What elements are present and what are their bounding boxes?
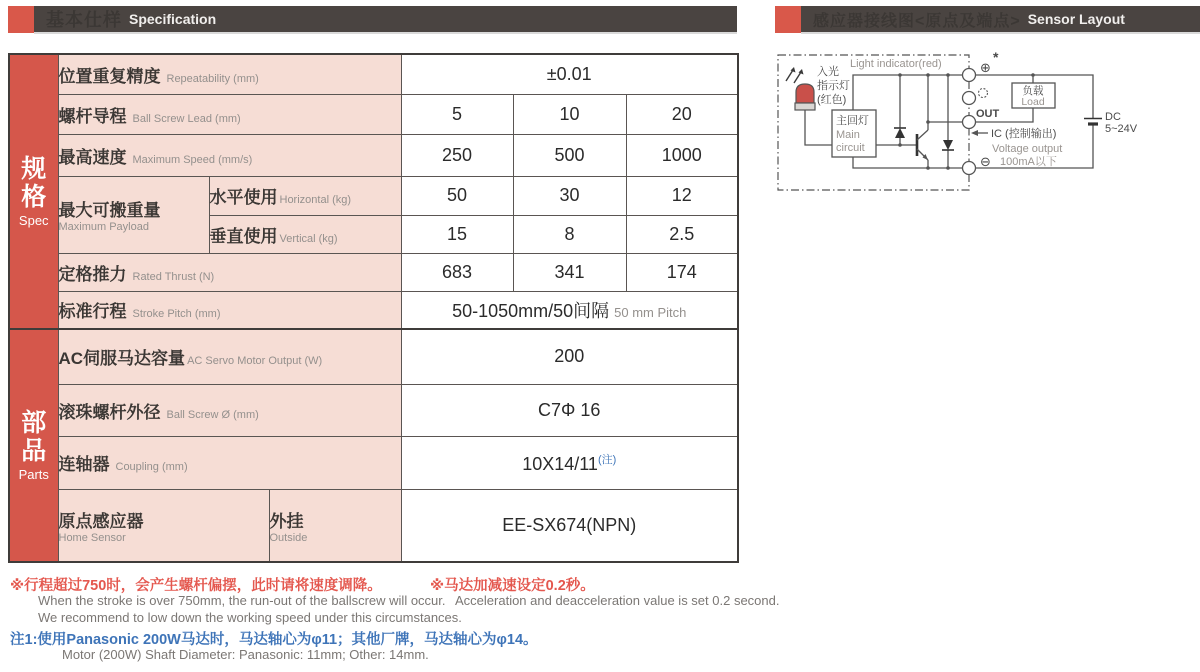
value-speed-2: 500 [513, 134, 626, 176]
current-limit-label: 100mA以下 [1000, 156, 1057, 168]
value-horizontal-2: 30 [513, 176, 626, 215]
row-label-ball-screw-lead: 螺杆导程 Ball Screw Lead (mm) [58, 94, 401, 134]
note-accel-cn: ※马达加减速设定0.2秒。 [430, 578, 595, 594]
light-indicator-label: Light indicator(red) [850, 58, 942, 70]
value-servo-output: 200 [401, 329, 738, 384]
table-row [9, 253, 738, 291]
dc-label: DC [1105, 111, 1121, 123]
coupling-footnote-ref: (注) [597, 453, 617, 466]
terminal-out-circle [963, 116, 976, 129]
row-label-vertical: 垂直使用 Vertical (kg) [209, 215, 401, 253]
header-accent-square [775, 6, 801, 33]
terminal-minus-circle [963, 162, 976, 175]
row-label-rated-thrust: 定格推力 Rated Thrust (N) [58, 253, 401, 291]
light-ray-arrows-icon [786, 67, 804, 83]
led-base [795, 103, 815, 110]
value-lead-1: 5 [401, 94, 513, 134]
value-lead-3: 20 [626, 94, 738, 134]
table-row [9, 436, 738, 489]
table-row [9, 329, 738, 384]
section-label-parts [9, 329, 58, 562]
select-terminal-icon [979, 89, 988, 98]
row-label-home-sensor: 原点感应器 Home Sensor [58, 489, 269, 562]
value-thrust-3: 174 [626, 253, 738, 291]
row-label-payload: 最大可搬重量 Maximum Payload [58, 176, 209, 253]
sensor-layout-header-bar [801, 6, 1200, 32]
out-label: OUT [976, 108, 1000, 120]
value-repeatability: ±0.01 [401, 54, 738, 94]
note-stroke-en1: When the stroke is over 750mm, the run-out of the ballscrew will occur. [38, 593, 446, 608]
ic-label: IC (控制输出) [991, 128, 1057, 140]
row-label-stroke: 标准行程 Stroke Pitch (mm) [58, 291, 401, 329]
value-speed-3: 1000 [626, 134, 738, 176]
row-label-max-speed: 最高速度 Maximum Speed (mm/s) [58, 134, 401, 176]
value-vertical-1: 15 [401, 215, 513, 253]
table-row [9, 384, 738, 436]
value-stroke: 50-1050mm/50间隔 50 mm Pitch [401, 291, 738, 329]
value-thrust-1: 683 [401, 253, 513, 291]
value-vertical-3: 2.5 [626, 215, 738, 253]
zener-diode-icon [894, 75, 906, 145]
value-horizontal-1: 50 [401, 176, 513, 215]
asterisk-marker: * [993, 49, 999, 65]
value-thrust-2: 341 [513, 253, 626, 291]
load-label-cn: 负载 [1022, 85, 1044, 97]
battery-icon [1084, 119, 1102, 125]
dc-voltage-label: 5~24V [1105, 123, 1138, 135]
minus-symbol: ⊖ [980, 154, 991, 169]
note-accel-en: Acceleration and deacceleration value is set 0.2 second. [455, 593, 780, 608]
note-stroke-en2: We recommend to low down the working speed under this circumstances. [38, 610, 462, 625]
voltage-output-label: Voltage output [992, 143, 1063, 155]
note-motor-cn: 注1:使用Panasonic 200W马达时，马达轴心为φ11；其他厂牌，马达轴心为φ14。 [10, 632, 538, 648]
table-row [9, 489, 738, 562]
note-stroke-cn: ※行程超过750时，会产生螺杆偏摆，此时请将速度调降。 [10, 578, 382, 594]
section-spec-cn: 规格 [21, 155, 47, 211]
specification-header-bar [34, 6, 737, 32]
value-horizontal-3: 12 [626, 176, 738, 215]
main-circuit-en2: circuit [836, 142, 865, 154]
led-label-line3: (红色) [817, 94, 847, 106]
value-lead-2: 10 [513, 94, 626, 134]
header-accent-square [8, 6, 34, 33]
header-title-cn: 感应器接线图<原点及端点> [813, 12, 1021, 30]
specification-table [8, 53, 739, 563]
row-label-repeatability: 位置重复精度 Repeatability (mm) [58, 54, 401, 94]
table-row [9, 94, 738, 134]
led-label-line1: 入光 [817, 66, 839, 78]
table-row [9, 134, 738, 176]
junction-dot [1031, 73, 1035, 77]
terminal-plus-circle [963, 69, 976, 82]
terminal-select-circle [963, 92, 976, 105]
section-parts-en: Parts [18, 467, 49, 482]
ic-arrow-icon [971, 130, 988, 136]
row-label-servo-output: AC伺服马达容量 AC Servo Motor Output (W) [58, 329, 401, 384]
header-title-en: Specification [129, 11, 217, 27]
sensor-wiring-diagram [770, 48, 1200, 238]
section-spec-en: Spec [18, 213, 49, 228]
led-label-line2: 指示灯 [817, 80, 850, 92]
section-parts-cn: 部品 [21, 409, 47, 465]
row-label-coupling: 连轴器 Coupling (mm) [58, 436, 401, 489]
main-circuit-cn: 主回灯 [836, 115, 869, 127]
row-label-horizontal: 水平使用 Horizontal (kg) [209, 176, 401, 215]
table-row [9, 176, 738, 215]
value-home-sensor: EE-SX674(NPN) [401, 489, 738, 562]
header-title-cn: 基本仕样 [46, 10, 122, 30]
row-label-ball-screw-od: 滚珠螺杆外径 Ball Screw Ø (mm) [58, 384, 401, 436]
value-speed-1: 250 [401, 134, 513, 176]
row-label-outside: 外挂 Outside [269, 489, 401, 562]
plus-symbol: ⊕ [980, 60, 991, 75]
table-row [9, 54, 738, 94]
main-circuit-en1: Main [836, 129, 860, 141]
load-label-en: Load [1021, 96, 1045, 108]
table-row [9, 291, 738, 329]
section-label-spec [9, 54, 58, 329]
note-motor-en: Motor (200W) Shaft Diameter: Panasonic: 11mm; Other: 14mm. [62, 647, 429, 662]
value-ball-screw-od: C7Φ 16 [401, 384, 738, 436]
header-title-en: Sensor Layout [1027, 11, 1125, 27]
value-coupling: 10X14/11$^{(注)}$ [401, 436, 738, 489]
led-indicator-icon [796, 84, 814, 103]
value-vertical-2: 8 [513, 215, 626, 253]
